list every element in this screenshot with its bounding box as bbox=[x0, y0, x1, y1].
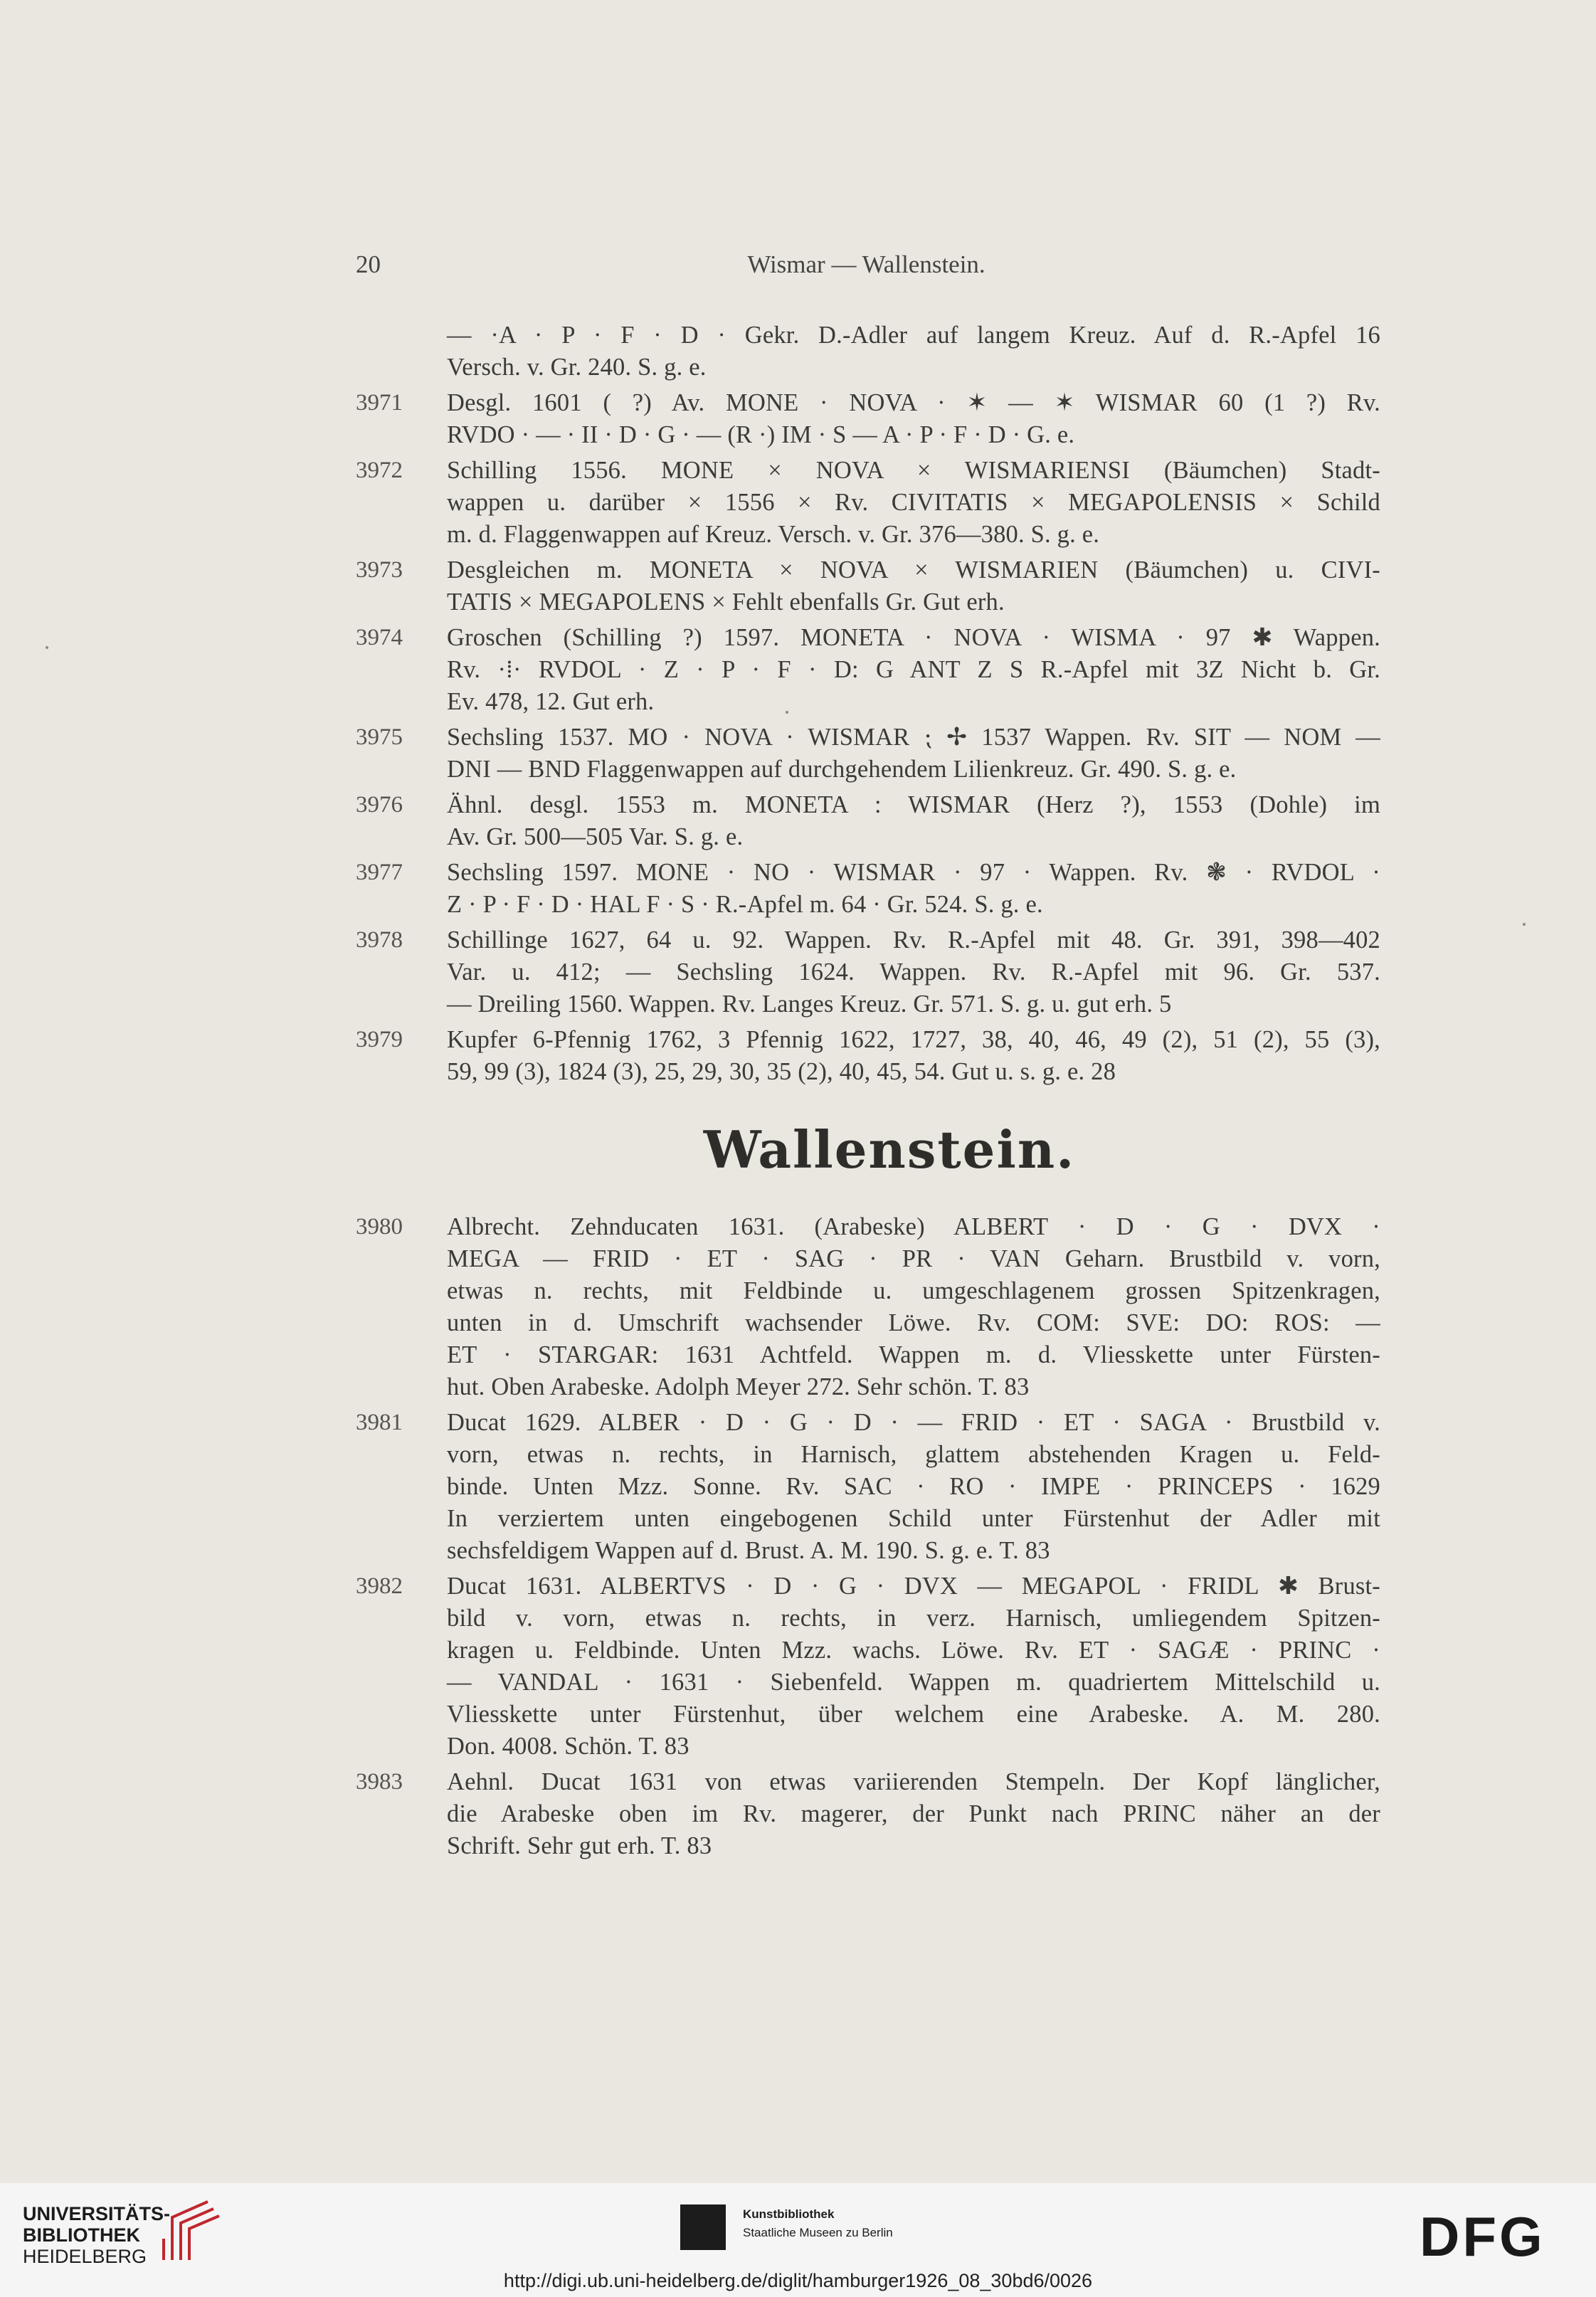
lot-number: 3980 bbox=[356, 1214, 403, 1240]
catalogue-entries bbox=[356, 320, 1380, 1866]
permalink-url[interactable]: http://digi.ub.uni-heidelberg.de/diglit/hamburger1926_08_30bd6/0026 bbox=[503, 2270, 1093, 2291]
description-line: — Dreiling 1560. Wappen. Rv. Langes Kreuz. Gr. 571. S. g. u. gut erh. 5 bbox=[447, 991, 1172, 1018]
description-line: Rv. ·⁞· RVDOL · Z · P · F · D: G ANT Z S R.-Apfel mit 3Z Nicht b. Gr. bbox=[447, 656, 1380, 683]
description-line: Ähnl. desgl. 1553 m. MONETA : WISMAR (Herz ?), 1553 (Dohle) im bbox=[447, 791, 1380, 818]
catalogue-entry bbox=[356, 1766, 1380, 1862]
description-line: Ducat 1631. ALBERTVS · D · G · DVX — MEGAPOL · FRIDL ✱ Brust- bbox=[447, 1573, 1380, 1600]
catalogue-entry bbox=[356, 1407, 1380, 1567]
dfg-logo[interactable]: DFG bbox=[1420, 2205, 1545, 2268]
description-line: Desgleichen m. MONETA × NOVA × WISMARIEN (Bäumchen) u. CIVI- bbox=[447, 556, 1380, 584]
description-line: Albrecht. Zehnducaten 1631. (Arabeske) ALBERT · D · G · DVX · bbox=[447, 1213, 1380, 1240]
description-line: MEGA — FRID · ET · SAG · PR · VAN Geharn. Brustbild v. vorn, bbox=[447, 1245, 1380, 1272]
description-line: wappen u. darüber × 1556 × Rv. CIVITATIS × MEGAPOLENSIS × Schild bbox=[447, 489, 1380, 516]
lot-description bbox=[447, 924, 1380, 1020]
description-line: Vliesskette unter Fürstenhut, über welchem eine Arabeske. A. M. 280. bbox=[447, 1701, 1380, 1728]
catalogue-entry bbox=[356, 1211, 1380, 1403]
description-line: binde. Unten Mzz. Sonne. Rv. SAC · RO · IMPE · PRINCEPS · 1629 bbox=[447, 1473, 1380, 1500]
description-line: Schillinge 1627, 64 u. 92. Wappen. Rv. R.-Apfel mit 48. Gr. 391, 398—402 bbox=[447, 926, 1380, 954]
lot-description bbox=[447, 1570, 1380, 1763]
kb-subtitle: Staatliche Museen zu Berlin bbox=[743, 2226, 893, 2239]
lot-description bbox=[447, 554, 1380, 618]
description-line: Schrift. Sehr gut erh. T. 83 bbox=[447, 1832, 712, 1859]
lot-number: 3975 bbox=[356, 724, 403, 750]
lot-description bbox=[447, 722, 1380, 786]
lot-description bbox=[447, 320, 1380, 384]
catalogue-entry bbox=[356, 455, 1380, 551]
catalogue-entry bbox=[356, 1024, 1380, 1088]
kb-name: Kunstbibliothek bbox=[743, 2207, 835, 2221]
lot-number: 3983 bbox=[356, 1769, 403, 1795]
description-line: DNI — BND Flaggenwappen auf durchgehendem Lilienkreuz. Gr. 490. S. g. e. bbox=[447, 756, 1237, 783]
description-line: Don. 4008. Schön. T. 83 bbox=[447, 1733, 689, 1760]
section-title: Wallenstein. bbox=[703, 1119, 1076, 1180]
description-line: etwas n. rechts, mit Feldbinde u. umgeschlagenem grossen Spitzenkragen, bbox=[447, 1277, 1380, 1304]
catalogue-entry bbox=[356, 320, 1380, 384]
description-line: unten in d. Umschrift wachsender Löwe. Rv. COM: SVE: DO: ROS: — bbox=[447, 1309, 1380, 1336]
description-line: Av. Gr. 500—505 Var. S. g. e. bbox=[447, 823, 744, 850]
ub-heidelberg-logo[interactable] bbox=[23, 2203, 170, 2267]
lot-number: 3978 bbox=[356, 927, 403, 953]
lot-number: 3972 bbox=[356, 458, 403, 483]
description-line: Aehnl. Ducat 1631 von etwas variierenden Stempeln. Der Kopf länglicher, bbox=[447, 1768, 1380, 1795]
scan-speck bbox=[46, 646, 48, 649]
lot-number: 3977 bbox=[356, 860, 403, 885]
kunstbibliothek-square-icon bbox=[680, 2204, 726, 2250]
lot-number: 3971 bbox=[356, 390, 403, 416]
description-line: Sechsling 1537. MO · NOVA · WISMAR ⁏ ✢ 1537 Wappen. Rv. SIT — NOM — bbox=[447, 724, 1380, 751]
description-line: m. d. Flaggenwappen auf Kreuz. Versch. v. Gr. 376—380. S. g. e. bbox=[447, 521, 1100, 548]
description-line: 59, 99 (3), 1824 (3), 25, 29, 30, 35 (2), 40, 45, 54. Gut u. s. g. e. 28 bbox=[447, 1058, 1116, 1085]
description-line: — ·A · P · F · D · Gekr. D.-Adler auf langem Kreuz. Auf d. R.-Apfel 16 bbox=[447, 322, 1380, 349]
description-line: die Arabeske oben im Rv. magerer, der Punkt nach PRINC näher an der bbox=[447, 1800, 1380, 1827]
scan-speck bbox=[1523, 923, 1526, 926]
lot-description bbox=[447, 622, 1380, 718]
description-line: In verziertem unten eingebogenen Schild unter Fürstenhut der Adler mit bbox=[447, 1505, 1380, 1532]
catalogue-entry bbox=[356, 857, 1380, 921]
lot-number: 3974 bbox=[356, 625, 403, 650]
lot-description bbox=[447, 1766, 1380, 1862]
description-line: vorn, etwas n. rechts, in Harnisch, glattem abstehenden Kragen u. Feld- bbox=[447, 1441, 1380, 1468]
lot-number: 3982 bbox=[356, 1573, 403, 1599]
lot-description bbox=[447, 1024, 1380, 1088]
page-header bbox=[356, 250, 1377, 286]
lot-number: 3973 bbox=[356, 557, 403, 583]
catalogue-entry bbox=[356, 1570, 1380, 1763]
description-line: bild v. vorn, etwas n. rechts, in verz. Harnisch, umliegendem Spitzen- bbox=[447, 1605, 1380, 1632]
description-line: Groschen (Schilling ?) 1597. MONETA · NOVA · WISMA · 97 ✱ Wappen. bbox=[447, 624, 1380, 651]
wallenstein-entries bbox=[356, 1211, 1380, 1862]
lot-number: 3979 bbox=[356, 1027, 403, 1052]
description-line: TATIS × MEGAPOLENS × Fehlt ebenfalls Gr. Gut erh. bbox=[447, 588, 1005, 616]
description-line: Ev. 478, 12. Gut erh. bbox=[447, 688, 655, 715]
page-number: 20 bbox=[356, 250, 381, 278]
catalogue-entry bbox=[356, 622, 1380, 718]
description-line: Desgl. 1601 ( ?) Av. MONE · NOVA · ✶ — ✶ WISMAR 60 (1 ?) Rv. bbox=[447, 389, 1380, 416]
lot-description bbox=[447, 455, 1380, 551]
catalogue-entry bbox=[356, 789, 1380, 853]
ub-logo-line2: BIBLIOTHEK bbox=[23, 2224, 140, 2246]
ub-heidelberg-emblem-icon bbox=[158, 2196, 222, 2267]
description-line: Sechsling 1597. MONE · NO · WISMAR · 97 · Wappen. Rv. ❃ · RVDOL · bbox=[447, 859, 1380, 886]
description-line: Var. u. 412; — Sechsling 1624. Wappen. Rv. R.-Apfel mit 96. Gr. 537. bbox=[447, 959, 1380, 986]
lot-description bbox=[447, 387, 1380, 451]
description-line: kragen u. Feldbinde. Unten Mzz. wachs. Löwe. Rv. ET · SAGÆ · PRINC · bbox=[447, 1637, 1380, 1664]
scan-speck bbox=[786, 711, 788, 714]
running-title: Wismar — Wallenstein. bbox=[747, 250, 985, 278]
description-line: ET · STARGAR: 1631 Achtfeld. Wappen m. d. Vliesskette unter Fürsten- bbox=[447, 1341, 1380, 1368]
description-line: Z · P · F · D · HAL F · S · R.-Apfel m. 64 · Gr. 524. S. g. e. bbox=[447, 891, 1043, 918]
description-line: Kupfer 6-Pfennig 1762, 3 Pfennig 1622, 1727, 38, 40, 46, 49 (2), 51 (2), 55 (3), bbox=[447, 1026, 1380, 1053]
lot-description bbox=[447, 1211, 1380, 1403]
digitization-footer bbox=[0, 2183, 1596, 2297]
description-line: Versch. v. Gr. 240. S. g. e. bbox=[447, 354, 707, 381]
catalogue-entry bbox=[356, 924, 1380, 1020]
description-line: Ducat 1629. ALBER · D · G · D · — FRID · ET · SAGA · Brustbild v. bbox=[447, 1409, 1380, 1436]
catalogue-entry bbox=[356, 387, 1380, 451]
wismar-entries bbox=[356, 320, 1380, 1088]
description-line: RVDO · — · II · D · G · — (R ·) IM · S — A · P · F · D · G. e. bbox=[447, 421, 1075, 448]
ub-logo-line1: UNIVERSITÄTS- bbox=[23, 2203, 171, 2224]
lot-description bbox=[447, 789, 1380, 853]
description-line: sechsfeldigem Wappen auf d. Brust. A. M. 190. S. g. e. T. 83 bbox=[447, 1537, 1050, 1564]
ub-logo-line3: HEIDELBERG bbox=[23, 2246, 147, 2267]
catalogue-entry bbox=[356, 554, 1380, 618]
lot-number: 3981 bbox=[356, 1410, 403, 1435]
description-line: Schilling 1556. MONE × NOVA × WISMARIENSI (Bäumchen) Stadt- bbox=[447, 457, 1380, 484]
description-line: hut. Oben Arabeske. Adolph Meyer 272. Sehr schön. T. 83 bbox=[447, 1373, 1030, 1400]
lot-description bbox=[447, 857, 1380, 921]
lot-description bbox=[447, 1407, 1380, 1567]
catalogue-entry bbox=[356, 722, 1380, 786]
lot-number: 3976 bbox=[356, 792, 403, 818]
description-line: — VANDAL · 1631 · Siebenfeld. Wappen m. quadriertem Mittelschild u. bbox=[447, 1669, 1380, 1696]
